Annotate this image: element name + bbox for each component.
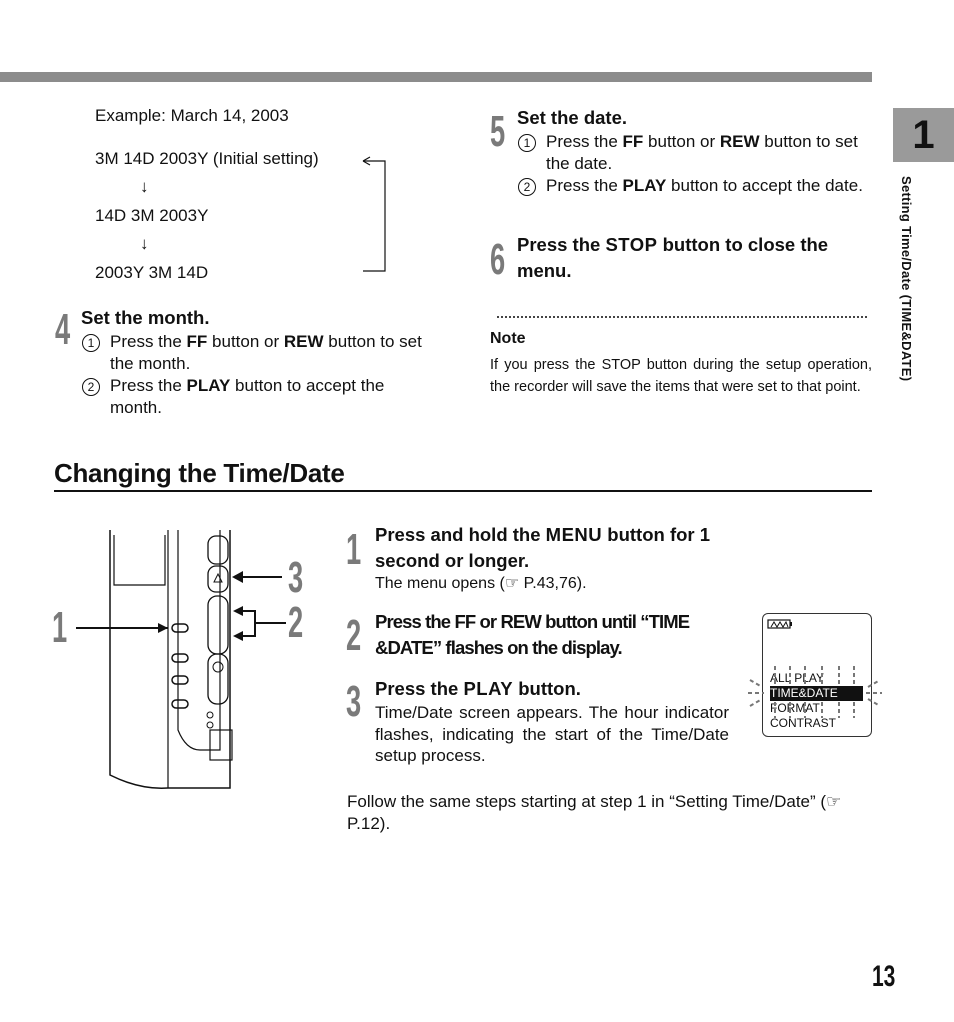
example-line-1: 3M 14D 2003Y (Initial setting) bbox=[95, 149, 319, 168]
button-ff-rew bbox=[208, 596, 228, 654]
example-arrow-2: ↓ bbox=[140, 234, 149, 253]
arrowhead-icon bbox=[158, 623, 168, 633]
step-4-item-1 bbox=[82, 331, 438, 375]
text: Press the bbox=[546, 132, 623, 151]
arrowhead-icon bbox=[233, 606, 243, 641]
circled-number: 1 bbox=[518, 134, 536, 152]
circled-number: 1 bbox=[82, 334, 100, 352]
lcd-item-time-date: TIME&DATE bbox=[770, 686, 863, 701]
key-menu: MENU bbox=[545, 524, 603, 545]
text: button until “TIME &DATE” flashes on the display. bbox=[375, 611, 690, 658]
follow-text: Follow the same steps starting at step 1 in “Setting Time/Date” (☞ P.12). bbox=[347, 792, 842, 833]
callout-3: 3 bbox=[288, 553, 302, 602]
example-cycle-arrow bbox=[360, 150, 390, 275]
key-rew: REW bbox=[283, 332, 324, 351]
lcd-item-format: FORMAT bbox=[770, 701, 820, 715]
s1-sub: The menu opens (☞ P.43,76). bbox=[375, 575, 587, 592]
example-line-2: 14D 3M 2003Y bbox=[95, 206, 209, 225]
s3-title bbox=[375, 676, 581, 702]
key-play: PLAY bbox=[186, 376, 231, 395]
side-title bbox=[896, 176, 918, 438]
step-5-item-1 bbox=[518, 131, 873, 175]
step-5-title: Set the date. bbox=[517, 107, 627, 128]
s3-sub: Time/Date screen appears. The hour indicator flashes, indicating the start of the Time/Date setup process. bbox=[375, 703, 729, 765]
recorder-window bbox=[114, 535, 165, 585]
key-rew: REW bbox=[719, 132, 760, 151]
text: button. bbox=[513, 678, 581, 699]
key-play: PLAY bbox=[463, 678, 514, 699]
menu-button bbox=[172, 624, 188, 632]
header-bar bbox=[0, 72, 872, 82]
section-rule bbox=[54, 490, 872, 492]
text: Press and hold the bbox=[375, 524, 546, 545]
step-6-title bbox=[517, 232, 877, 284]
example-title: Example: March 14, 2003 bbox=[95, 106, 289, 125]
note-text: If you press the STOP button during the setup operation, the recorder will save the items that were set to that point. bbox=[490, 357, 872, 395]
callout-1: 1 bbox=[52, 603, 66, 652]
text: Press the bbox=[546, 176, 623, 195]
chapter-number: 1 bbox=[912, 112, 935, 157]
hole-icon bbox=[207, 712, 213, 718]
play-icon bbox=[213, 662, 223, 672]
callout-2-arrow bbox=[238, 611, 286, 636]
key-ff: FF bbox=[186, 332, 208, 351]
text: Press the bbox=[517, 234, 606, 255]
arrowhead-icon bbox=[232, 571, 243, 583]
step-5-item-2 bbox=[518, 175, 873, 197]
note-title: Note bbox=[490, 330, 526, 347]
section-title: Changing the Time/Date bbox=[54, 458, 345, 488]
hole-icon bbox=[207, 722, 213, 728]
text: or bbox=[475, 611, 501, 632]
text: button or bbox=[207, 332, 284, 351]
button-up bbox=[208, 566, 228, 592]
step-4-number: 4 bbox=[55, 305, 69, 354]
text: Press the bbox=[375, 678, 464, 699]
circled-number: 2 bbox=[518, 178, 536, 196]
text: Press the bbox=[110, 376, 187, 395]
example-arrow-1: ↓ bbox=[140, 177, 149, 196]
left-button-4 bbox=[172, 700, 188, 708]
flash-rays bbox=[742, 660, 888, 722]
callout-2: 2 bbox=[288, 598, 302, 647]
text: Press the bbox=[375, 611, 455, 632]
key-ff: FF bbox=[622, 132, 644, 151]
recorder-face bbox=[178, 530, 220, 750]
text: button or bbox=[643, 132, 720, 151]
s2-title bbox=[375, 609, 737, 661]
step-4-title: Set the month. bbox=[81, 307, 210, 328]
button-top bbox=[208, 536, 228, 564]
lcd-item-contrast: CONTRAST bbox=[770, 716, 836, 730]
text: Press the bbox=[110, 332, 187, 351]
step-5-number: 5 bbox=[490, 107, 504, 156]
key-ff: FF bbox=[454, 611, 476, 632]
key-play: PLAY bbox=[622, 176, 667, 195]
s2-number: 2 bbox=[346, 611, 360, 660]
key-rew: REW bbox=[500, 611, 541, 632]
up-icon bbox=[214, 574, 222, 582]
text: button to close the menu. bbox=[517, 234, 829, 281]
text: button to set the month. bbox=[110, 332, 422, 373]
lcd-item-all-play: ALL PLAY bbox=[770, 671, 825, 685]
battery-icon bbox=[767, 619, 793, 629]
left-button-3 bbox=[172, 676, 188, 684]
step-6-number: 6 bbox=[490, 235, 504, 284]
s3-number: 3 bbox=[346, 677, 360, 726]
text: button to set the date. bbox=[546, 132, 858, 173]
jack-cover bbox=[210, 730, 232, 760]
s1-title bbox=[375, 522, 737, 574]
text: button to accept the month. bbox=[110, 376, 385, 417]
key-stop: STOP bbox=[605, 234, 658, 255]
left-button-2 bbox=[172, 654, 188, 662]
circled-number: 2 bbox=[82, 378, 100, 396]
side-title-text: Setting Time/Date (TIME&DATE) bbox=[899, 176, 914, 382]
text: button to accept the date. bbox=[666, 176, 863, 195]
text: button for 1 second or longer. bbox=[375, 524, 711, 571]
note-divider bbox=[497, 316, 867, 318]
page-number: 13 bbox=[872, 960, 896, 993]
s1-number: 1 bbox=[346, 525, 360, 574]
step-4-item-2 bbox=[82, 375, 438, 419]
example-line-3: 2003Y 3M 14D bbox=[95, 263, 209, 282]
